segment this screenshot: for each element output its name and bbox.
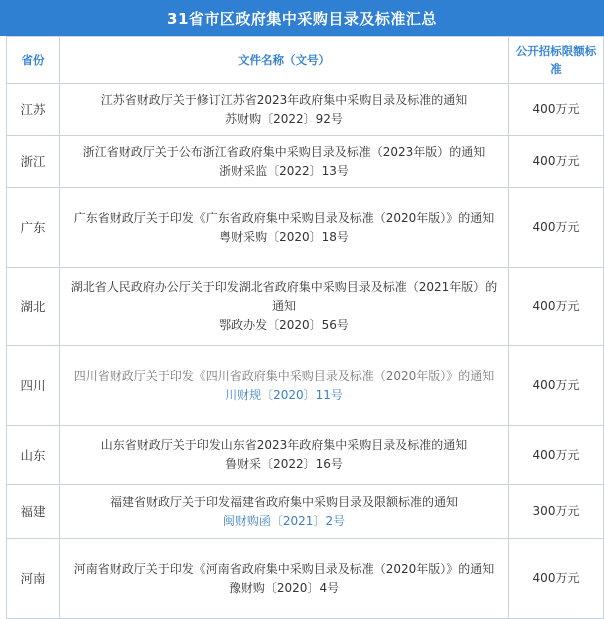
limit-cell: 400万元 bbox=[509, 539, 604, 619]
document-cell bbox=[60, 188, 509, 268]
document-title: 福建省财政厅关于印发福建省政府集中采购目录及限额标准的通知 bbox=[109, 494, 458, 509]
summary-table bbox=[6, 36, 604, 619]
document-number: 浙财采监〔2022〕13号 bbox=[219, 163, 349, 178]
limit-cell: 400万元 bbox=[509, 346, 604, 426]
document-cell bbox=[60, 426, 509, 485]
document-title: 山东省财政厅关于印发山东省2023年政府集中采购目录及标准的通知 bbox=[100, 438, 468, 452]
header-province: 省份 bbox=[7, 37, 60, 84]
document-number: 苏财购〔2022〕92号 bbox=[225, 111, 343, 126]
document-title: 浙江省财政厅关于公布浙江省政府集中采购目录及标准（2023年版）的通知 bbox=[82, 144, 486, 159]
table-row bbox=[7, 539, 604, 619]
document-title: 江苏省财政厅关于修订江苏省2023年政府集中采购目录及标准的通知 bbox=[100, 92, 468, 107]
province-cell: 广东 bbox=[7, 188, 60, 268]
province-cell: 河南 bbox=[7, 539, 60, 619]
table-row bbox=[7, 485, 604, 539]
province-cell: 四川 bbox=[7, 346, 60, 426]
table-row bbox=[7, 346, 604, 426]
table-row bbox=[7, 136, 604, 188]
document-cell bbox=[60, 136, 509, 188]
limit-cell: 400万元 bbox=[509, 136, 604, 188]
table-row bbox=[7, 426, 604, 485]
document-number: 粤财采购〔2020〕18号 bbox=[219, 229, 349, 244]
limit-cell: 300万元 bbox=[509, 485, 604, 539]
province-cell: 江苏 bbox=[7, 84, 60, 136]
province-cell: 浙江 bbox=[7, 136, 60, 188]
document-cell bbox=[60, 485, 509, 539]
document-title: 湖北省人民政府办公厅关于印发湖北省政府集中采购目录及标准（2021年版）的通知 bbox=[70, 280, 498, 313]
header-row bbox=[7, 37, 604, 84]
document-number: 豫财购〔2020〕4号 bbox=[228, 580, 340, 595]
header-limit-label: 公开招标限额标准 bbox=[515, 44, 597, 76]
document-title: 四川省财政厅关于印发《四川省政府集中采购目录及标准（2020年版）》的通知 bbox=[73, 368, 495, 383]
document-title: 河南省财政厅关于印发《河南省政府集中采购目录及标准（2020年版）》的通知 bbox=[73, 561, 495, 576]
document-cell bbox=[60, 539, 509, 619]
document-cell bbox=[60, 84, 509, 136]
document-number: 闽财购函〔2021〕2号 bbox=[222, 513, 346, 528]
document-title: 广东省财政厅关于印发《广东省政府集中采购目录及标准（2020年版）》的通知 bbox=[73, 210, 495, 225]
limit-cell: 400万元 bbox=[509, 426, 604, 485]
document-number: 川财规〔2020〕11号 bbox=[225, 387, 343, 402]
document-number: 鄂政办发〔2020〕56号 bbox=[219, 318, 349, 332]
header-document: 文件名称（文号） bbox=[60, 37, 509, 84]
document-number: 鲁财采〔2022〕16号 bbox=[225, 457, 343, 471]
header-limit bbox=[509, 37, 604, 84]
limit-cell: 400万元 bbox=[509, 84, 604, 136]
province-cell: 湖北 bbox=[7, 268, 60, 346]
document-cell bbox=[60, 346, 509, 426]
province-cell: 福建 bbox=[7, 485, 60, 539]
document-cell bbox=[60, 268, 509, 346]
limit-cell: 400万元 bbox=[509, 268, 604, 346]
province-cell: 山东 bbox=[7, 426, 60, 485]
limit-cell: 400万元 bbox=[509, 188, 604, 268]
table-row bbox=[7, 188, 604, 268]
table-row bbox=[7, 268, 604, 346]
table-title: 31省市区政府集中采购目录及标准汇总 bbox=[0, 0, 604, 36]
table-row bbox=[7, 84, 604, 136]
